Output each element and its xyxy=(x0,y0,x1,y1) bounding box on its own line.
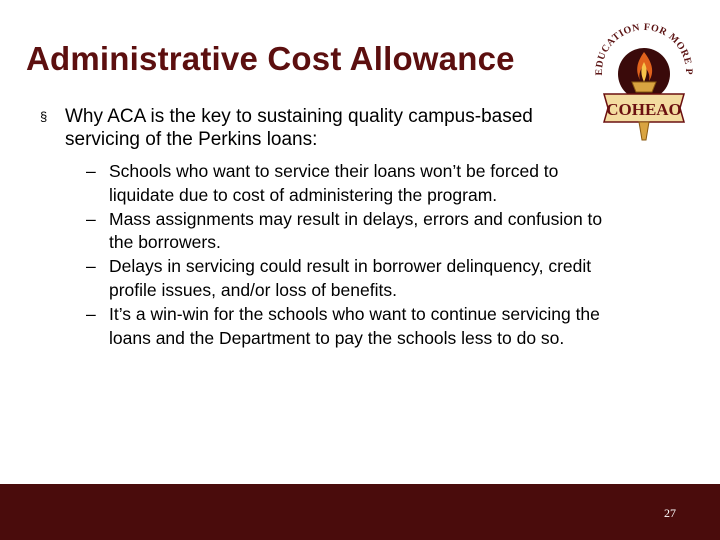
sub-bullet-dash: – xyxy=(86,303,96,324)
slide-title: Administrative Cost Allowance xyxy=(26,40,515,77)
sub-bullet xyxy=(40,208,609,256)
logo-name: COHEAO xyxy=(606,100,682,119)
bullet-marker: § xyxy=(40,109,48,124)
main-bullet-text: Why ACA is the key to sustaining quality campus-based servicing of the Perkins loans: xyxy=(65,106,533,150)
sub-bullet-text: It’s a win-win for the schools who want to continue servicing the loans and the Department to pay the schools less to do so. xyxy=(109,303,600,348)
sub-bullet-text: Schools who want to service their loans won’t be forced to liquidate due to cost of administering the program. xyxy=(109,161,559,205)
sub-bullet-dash: – xyxy=(86,161,96,181)
sub-bullet xyxy=(40,303,609,351)
logo-arc-text: EDUCATION FOR MORE P xyxy=(593,21,695,76)
sub-bullet-text: Delays in servicing could result in borrower delinquency, credit profile issues, and/or loss of benefits. xyxy=(109,256,592,300)
footer-band xyxy=(0,484,720,540)
sub-bullet-list xyxy=(40,160,603,350)
slide-body xyxy=(40,105,603,350)
coheao-logo xyxy=(588,12,700,142)
sub-bullet xyxy=(40,160,609,208)
sub-bullet-dash: – xyxy=(86,256,96,277)
sub-bullet-text: Mass assignments may result in delays, errors and confusion to the borrowers. xyxy=(109,208,603,253)
sub-bullet-dash: – xyxy=(86,208,96,229)
slide-number: 27 xyxy=(664,506,676,520)
torch-icon xyxy=(588,12,700,142)
main-bullet xyxy=(40,105,600,151)
sub-bullet xyxy=(40,255,609,303)
